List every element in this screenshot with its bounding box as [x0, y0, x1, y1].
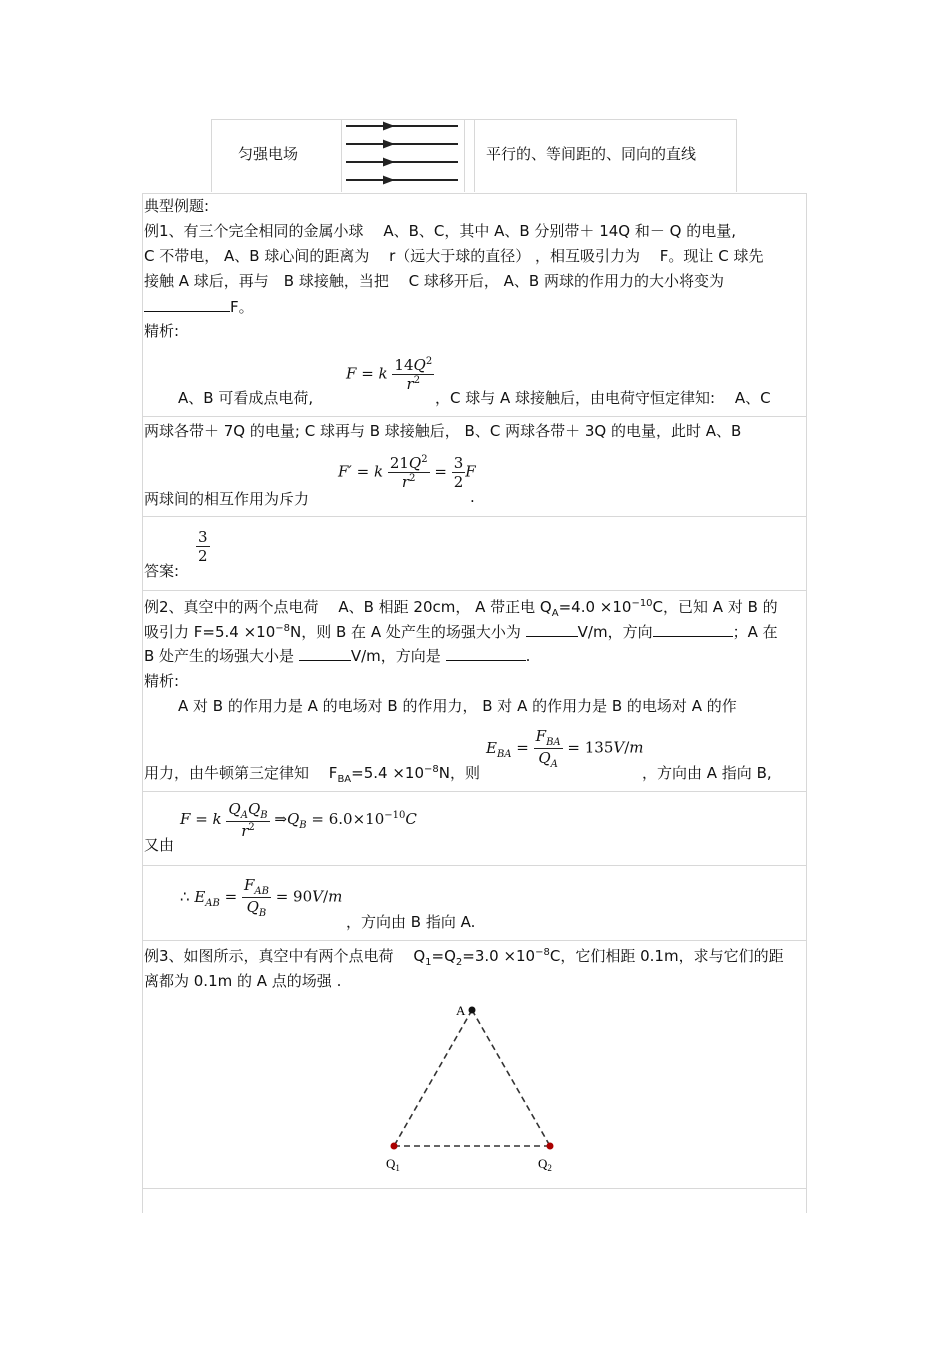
ex1-analysis-a1-left: A、B 可看成点电荷, — [178, 389, 314, 407]
divider — [142, 193, 807, 194]
table-border-mid3 — [474, 119, 475, 192]
ex1-analysis-a2: 两球各带＋ 7Q 的电量; C 球再与 B 球接触后， B、C 两球各带＋ 3Q 的电量，此时 A、B — [144, 422, 742, 440]
ex2-analysis-p2-left: 用力，由牛顿第三定律知 $F_{BA}=5.4 \times 10^{-8}N$，则 — [144, 764, 480, 785]
divider — [142, 516, 807, 517]
table-cell-description: 平行的、等间距的、同向的直线 — [486, 145, 697, 163]
answer-blank — [144, 297, 230, 312]
ex2-line-1: 例2、真空中的两个点电荷 A、B 相距 20cm， A 带正电 $Q_A=4.0 \times 10^{-10}C$，已知 A 对 B 的 — [144, 598, 778, 619]
ex2-line-3: B 处产生的场强大小是 V/m，方向是 . — [144, 647, 531, 665]
ex1-line-4: F。 — [144, 296, 254, 317]
ex1-analysis-a3-right: . — [470, 488, 475, 506]
coulomb-formula-1: F = k $\frac{14Q^2}{r^2}$ — [346, 356, 433, 393]
section-title: 典型例题: — [144, 197, 210, 215]
answer-fraction: $\frac{3}{2}$ — [198, 528, 208, 565]
ex2-line-2: 吸引力 $F=5.4 \times 10^{-8}N$，则 B 在 A 处产生的场强大小为 V/m，方向 ；A 在 — [144, 623, 778, 641]
field-lines-figure — [344, 120, 462, 192]
label-Q2: $Q_2$ — [538, 1156, 552, 1173]
table-border-mid2 — [464, 119, 465, 192]
label-Q1: $Q_1$ — [386, 1156, 400, 1173]
ex1-analysis-a3-left: 两球间的相互作用为斥力 — [144, 490, 310, 508]
field-formula-EAB: ∴ $E_{AB}$ = $\frac{F_{AB}}{Q_B}$ = 90V/m — [180, 876, 343, 919]
label-A: A — [456, 1003, 466, 1018]
answer-label: 答案: — [144, 562, 180, 580]
divider — [142, 1188, 807, 1189]
answer-blank — [446, 646, 526, 661]
divider — [142, 791, 807, 792]
ex1-analysis-label: 精析: — [144, 322, 180, 340]
ex1-analysis-a1-right: ，C 球与 A 球接触后，由电荷守恒定律知: A、C — [435, 389, 771, 407]
field-formula-EBA: $E_{BA}$ = $\frac{F_{BA}}{Q_A}$ = 135V/m — [486, 727, 644, 770]
ex2-analysis-p3: 又由 — [144, 836, 175, 854]
ex3-line-2: 离都为 0.1m 的 A 点的场强 . — [144, 972, 342, 990]
divider — [142, 416, 807, 417]
answer-blank — [653, 622, 733, 637]
table-border-left — [211, 119, 212, 192]
table-border-mid1 — [341, 119, 342, 192]
ex1-line-2: C 不带电， A、B 球心间的距离为 r（远大于球的直径） ，相互吸引力为 F。现让 C 球先 — [144, 247, 764, 265]
ex2-analysis-p4: ，方向由 B 指向 A. — [346, 913, 476, 931]
divider — [142, 940, 807, 941]
ex1-line-1: 例1、有三个完全相同的金属小球 A、B、C，其中 A、B 分别带＋ 14Q 和－ Q 的电量, — [144, 222, 736, 240]
content-border-right — [806, 193, 807, 1213]
answer-blank — [526, 622, 578, 637]
answer-blank — [299, 646, 351, 661]
table-cell-field-name: 匀强电场 — [238, 145, 299, 163]
charge-formula-QB: F = k $\frac{Q_AQ_B}{r^2}$ $\Rightarrow Q_B = 6.0\times 10^{-10}C$ — [180, 800, 417, 840]
divider — [142, 865, 807, 866]
ex2-analysis-p1: A 对 B 的作用力是 A 的电场对 B 的作用力， B 对 A 的作用力是 B 的电场对 A 的作 — [178, 697, 737, 715]
ex1-line-3: 接触 A 球后，再与 B 球接触，当把 C 球移开后， A、B 两球的作用力的大小将变为 — [144, 272, 724, 290]
triangle-figure — [380, 1000, 580, 1180]
point-A — [469, 1007, 476, 1014]
divider — [142, 590, 807, 591]
coulomb-formula-2: F′ = k $\frac{21Q^2}{r^2}$ = $\frac{3}{2}$ F — [338, 454, 476, 491]
ex2-analysis-label: 精析: — [144, 672, 180, 690]
charge-Q2 — [547, 1143, 554, 1150]
ex2-analysis-p2-right: ，方向由 A 指向 B, — [642, 764, 772, 782]
charge-Q1 — [391, 1143, 398, 1150]
table-border-right — [736, 119, 737, 192]
content-border-left — [142, 193, 143, 1213]
ex3-line-1: 例3、如图所示，真空中有两个点电荷 $Q_1=Q_2=3.0 \times 10^{-8}C$，它们相距 0.1m，求与它们的距 — [144, 947, 784, 968]
